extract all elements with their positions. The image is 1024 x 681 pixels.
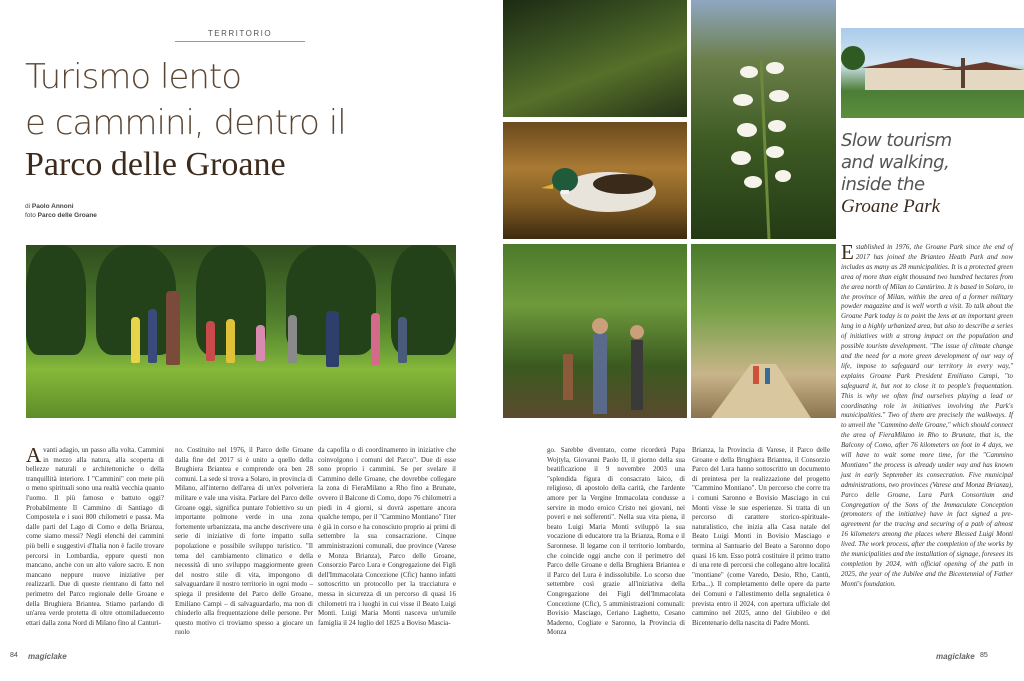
section-divider — [175, 41, 305, 42]
building-graphic — [841, 28, 1024, 118]
byline-author — [25, 203, 74, 210]
article-column-1 — [26, 443, 164, 628]
article-column-2: no. Costituito nel 1976, il Parco delle Groane dalla fine del 2017 si è unito a quello della Brughiera Briantea e comprende ora ben 28 comuni. La sede si trova a Solaro, in provincia di Milano, all'interno dell'area di un'ex polveriera militare e vale una visita. Parlare del Parco delle Groane oggi, significa puntare l'obiettivo su un importante polmone verde in una zona fortemente urbanizzata, ma anche descrivere una serie di iniziative di forte impatto sulla popolazione e possibile sviluppo turistico. "Il tema del cambiamento climatico e della necessità di uno sviluppo maggiormente green del nostro stile di vita, impongono di salvaguardare il nostro territorio in ogni modo – spiega il presidente del Parco delle Groane, Emiliano Campi – di salvaguardarlo, ma non di chiuderlo alla frequentazione delle persone. Per questo motivo ci troviamo spesso a giocare un ruolo — [175, 446, 313, 637]
section-tag: TERRITORIO — [207, 29, 273, 38]
dropcap: A — [26, 443, 42, 467]
page-number: 84 — [10, 652, 18, 659]
magazine-logo: magiclake — [28, 652, 67, 661]
path-graphic — [691, 244, 836, 418]
photo-child — [288, 315, 297, 363]
byline-photo-credit: Parco delle Groane — [37, 212, 97, 219]
photo-park-headquarters — [841, 28, 1024, 118]
byline-photo-prefix: foto — [25, 212, 36, 219]
english-summary — [841, 240, 1013, 590]
byline-author-prefix: di — [25, 203, 31, 210]
page-number: 85 — [980, 652, 988, 659]
article-column-4: go. Sarebbe diventato, come ricorderà Papa Wojtyla, Giovanni Paolo II, il giorno della sua beatificazione il 9 novembre 2003 una "splendida figura di consacrato laico, di religioso, di apostolo della carità, che l'ardente amore per la Vergine Immacolata condusse a servire in modo eroico Cristo nei giovani, nei poveri e nei sofferenti". Nella sua vita piena, il beato Luigi Maria Monti sviluppò la sua vocazione di educatore tra la Brianza, Roma e il Saronnese. Il legame con il territorio lombardo, che coincide oggi anche con il perimetro del Parco delle Groane e della Brughiera Briantea e il Parco del Lura è indissolubile. Lo scorso due settembre così grazie all'iniziativa della Congregazione dei Figli dell'Immacolata Concezione (Cfic), 5 amministrazioni comunali: Bovisio Masciago, Ceriano Laghetto, Cesano Maderno, Cogliate e Saronno, la Provincia di Monza — [547, 446, 685, 637]
english-title-line-1: Slow tourism — [841, 130, 952, 151]
title-line-3: Parco delle Groane — [25, 146, 286, 183]
byline-photo — [25, 212, 97, 219]
english-summary-text: stablished in 1976, the Groane Park since the end of 2017 has joined the Brianteo Heath Park and now includes as many as 28 municipalities. It is a protected green area of more than eight thousand two hundred hectares from the area north of Milan to Cantùrino. It is based in Solaro, in the province of Milan, within the area of a former military powder magazine and is well worth a visit. To talk about the Groane Park today is to point the lens at an important green lung in a highly urbanized area, but also to describe a series of initiatives with a strong impact on the population and possible tourism development. "The issue of climate change and the need for a more green development of our way of life, impose to safeguard our territory in every way," explains Groane Park President Emiliano Campi, "to safeguard it, but not to close it to people's frequentation. This is why we often find ourselves playing a lead or coordinating role in initiatives involving the Park's municipalities." Two of them are precisely the walkways. If to unveil the "Cammino delle Groane," which should connect the area of FieraMilano in Rho to Brunate, that is, the Balcony of Como, after 76 kilometers on foot in 4 days, we will have to wait some more time, for the "Cammino Montiano" the process is already under way and has known just in early September its consecration. Five municipal administrations, two provinces (Varese and Monza Brianza), Parco delle Groane, Lura Park Consortium and Congregation of the Sons of the Immaculate Conception (promoters of the initiative) have in fact signed a pre-agreement for the tracing and securing of a path of almost 16 kilometers among the places where Blessed Luigi Monti lived. The work process, after the completion of the works by the municipalities and the installation of signage, foresees its completion by 2024, with official opening of the path in 2025, the year of the Jubilee and the Bicentennial of Father Monti's foundation. — [841, 243, 1013, 588]
title-line-1: Turismo lento — [25, 57, 242, 97]
photo-adult — [166, 291, 180, 365]
photo-group-walk — [503, 244, 687, 418]
photo-child — [371, 313, 380, 365]
photo-pond — [503, 0, 687, 117]
photo-orchid — [691, 0, 836, 239]
article-column-3: da capofila o di coordinamento in iniziative che coinvolgono i comuni del Parco". Due di esse sono proprio i cammini. Se per svelare il Cammino delle Groane, che dovrebbe collegare la zona di FieraMilano a Rho fino a Brunate, ovvero il Balcone di Como, dopo 76 chilometri a piedi in 4 giorni, si dovrà aspettare ancora qualche tempo, per il "Cammino Montiano" l'iter è già in corso e ha conosciuto proprio ai primi di settembre la sua consacrazione. Cinque amministrazioni comunali, due province (Varese e Monza Brianza), Parco delle Groane, Consorzio Parco Lura e Congregazione dei Figli dell'Immacolata Concezione (Cfic) hanno infatti sottoscritto un protocollo per la tracciatura e messa in sicurezza di un percorso di quasi 16 chilometri tra i luoghi in cui visse il Beato Luigi Monti. Luigi Maria Monti nasceva un'umile famiglia il 24 luglio del 1825 a Boviso Mascia- — [318, 446, 456, 627]
walk-graphic — [503, 244, 687, 418]
photo-child — [256, 325, 265, 361]
left-page — [0, 0, 506, 681]
english-title-line-2: and walking, — [841, 152, 950, 173]
magazine-logo: magiclake — [936, 652, 975, 661]
photo-child — [131, 317, 140, 363]
article-column-5: Brianza, la Provincia di Varese, il Parco delle Groane e della Brughiera Briantea, il Consorzio Parco del Lura hanno sottoscritto un documento di preintesa per la realizzazione del progetto "Cammino Montiano". Un percorso che corre tra i comuni Saronno e Bovisio Masciago in cui Monti visse le sue esperienze. Si tratta di un percorso di carattere storico-spirituale-naturalistico, che inizia alla Casa natale del Beato Luigi Monti in Bovisio Masciago e termina al Santuario del Beato a Saronno dopo quasi 16 km. Esso potrà costituire il primo tratto di una rete di percorsi che collegano altre località "montiane" (come Varedo, Desio, Rho, Cantù, Erba...). Il completamento delle opere da parte dei Comuni e l'allestimento della segnaletica è prevista entro il 2024, con apertura ufficiale del cammino nel 2025, anno del Giubileo e del Bicentenario della nascita di Padre Monti. — [692, 446, 830, 627]
photo-child — [148, 309, 157, 363]
photo-child — [206, 321, 215, 361]
duck-graphic — [503, 122, 687, 239]
photo-tree — [26, 245, 86, 355]
photo-duck — [503, 122, 687, 239]
orchid-graphic — [691, 0, 836, 239]
photo-child — [398, 317, 407, 363]
column-text: vanti adagio, un passo alla volta. Cammini in mezzo alla natura, alla scoperta di bellezze naturali e architettoniche o della tranquillità interiore. I "Cammini" con mete più o meno spirituali sono una realtà vecchia quanto l'uomo. Il più famoso e battuto oggi? Probabilmente Il Cammino di Santiago di Compostela e i suoi 800 chilometri e passa. Ma dalle parti del Lago di Como e della Brianza, come siamo messi? Negli elenchi dei cammini più belli e suggestivi d'Italia non è facile trovare percorsi in Lombardia, eppure questi non mancano, anche con un alto valore sacro. E non mancano neppure nuove iniziative per realizzarli. Due di queste rientrano di fatto nel perimetro del Parco regionale delle Groane e della Brughiera Briantea. Stiamo parlando di un'area verde protetta di oltre ottomiladuecento ettari dalla zona Nord di Milano fino al Canturi- — [26, 446, 164, 627]
photo-children-circle — [26, 245, 456, 418]
english-title-line-4: Groane Park — [841, 196, 941, 217]
photo-forest-path — [691, 244, 836, 418]
byline-author-name: Paolo Annoni — [31, 203, 74, 210]
dropcap: E — [841, 240, 854, 264]
photo-child — [226, 319, 235, 363]
title-line-2: e cammini, dentro il — [25, 103, 346, 143]
english-title-line-3: inside the — [841, 174, 925, 195]
photo-adult — [326, 311, 339, 367]
